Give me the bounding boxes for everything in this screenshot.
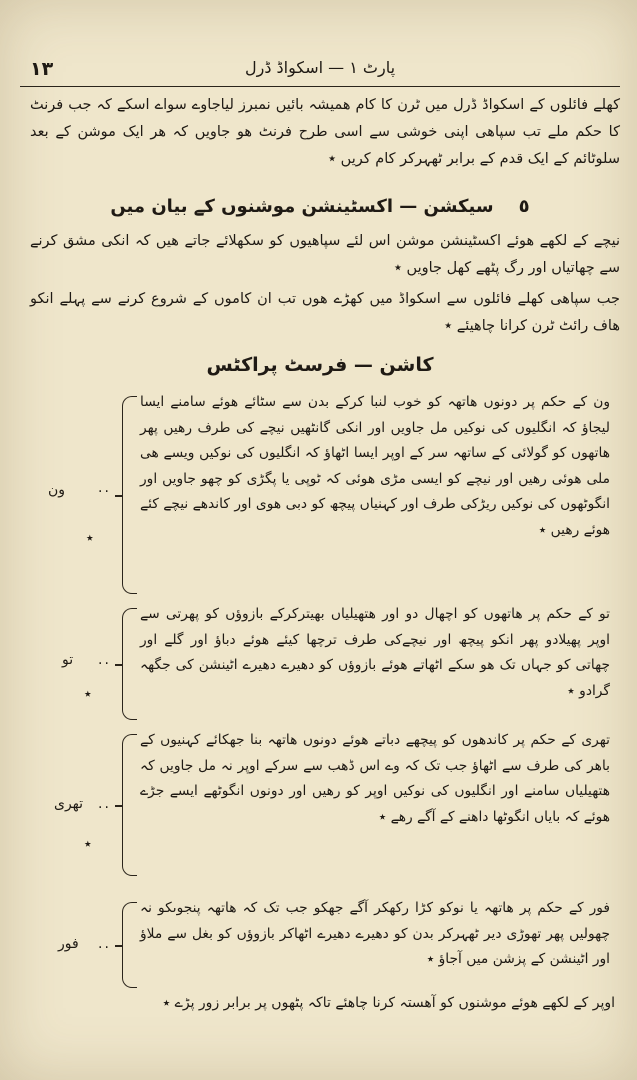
block-one-dots: .. [98, 480, 111, 496]
block-one-brace [122, 396, 137, 594]
block-one-text: ون کے حکم پر دونوں ھاتھہ کو خوب لنبا کرکے بدن سے سٹائے ھوئے سامنے ایسا لیجاؤ کہ انگلیوں کی نوکیں مل جاویں اور انکی گانٹھیں نیچے کی طرف رھیں پھر ھاتھوں کو گولائی کے ساتھہ سر کے اوپر ایسا اٹھاؤ کہ انگلیوں کی نوکیں ویسے ھی ملی ھوئی رھیں اور نیچے کو ایسی مڑی ھوئی کہ ٹوپی یا پگڑی کو چھو جاویں اور انگوٹھوں کی نوکیں ریڑکی طرف اور کہنیاں پیچھ کو دبی ھوی اور کاندھے نیچے کئے ھوئے رھیں ٭ [140, 394, 610, 538]
block-three-dots: .. [98, 796, 111, 812]
block-one-bullet: ٭ [86, 530, 94, 546]
section-heading [30, 196, 610, 217]
block-four-text: فور کے حکم پر ھاتھہ یا نوکو کڑا رکھکر آگے جھکو جب تک کہ ھاتھہ پنجوںکو نہ چھولیں پھر تھوڑی دیر ٹھہرکر بدن کو دھیرے دھیرے اٹھاکر بازوؤں کو بغل سے ملاؤ اور اٹینشن کے پزشن میں آجاؤ ٭ [140, 900, 610, 968]
block-two-text: تو کے حکم پر ھاتھوں کو اچھال دو اور ھتھیلیاں بھیترکرکے بازوؤں کو پھرتی سے اوپر پھیلادو پھر انکو پیچھ اور نیچےکی طرف ترچھا کیئے ھوئے دباؤ اور گلے اور چھاتی کو جہاں تک ھو سکے اٹھاتے ھوئے بازوؤں کو دھیرے دھیرے اٹینشن کی جگھہ گرادو ٭ [140, 606, 610, 699]
block-two-label: تو [62, 652, 74, 668]
block-two-bullet: ٭ [84, 686, 92, 702]
intro-paragraph: کھلے فائلوں کے اسکواڈ ڈرل میں ٹرن کا کام ھمیشہ بائیں نمبرز لیاجاوے سواے اسکے کہ جب فرنٹ کا حکم ملے تب سپاھی اپنی خوشی سے اسی طرح فرنٹ ھو جاویں کہ ھر ایک موشن کے بعد سلوٹائم کے ایک قدم کے برابر ٹھہرکر کام کریں ٭ [30, 97, 620, 167]
block-one-label: ون [48, 482, 66, 498]
section-paragraph-1: نیچے کے لکھے ھوئے اکسٹینشن موشن اس لئے سپاھیوں کو سکھلائے جاتے ھیں کہ انکی مشق کرنے سے چھاتیاں اور رگ پٹھے کھل جاویں ٭ [30, 233, 620, 276]
subheading: کاشن — فرسٹ پراکٹس [206, 354, 434, 376]
block-four-brace [122, 902, 137, 988]
section-title: سیکشن — اکسٹینشن موشنوں کے بیان میں [110, 196, 494, 217]
block-three-text: تھری کے حکم پر کاندھوں کو پیچھے دباتے ھوئے دونوں ھاتھہ بنا جھکائے کہنیوں کے باھر کی طرف سے اٹھاؤ جب تک کہ وے اس ڈھب سے سرکے اوپر نہ مل جاویں کہ ھتھیلیاں سامنے اور انگلیوں کی نوکیں اوپر کو رھیں اور دونوں انگوٹھے ایسے جڑے ھوئے کہ بایاں انگوٹھا داھنے کے آگے رھے ٭ [140, 732, 610, 825]
section-paragraph-2: جب سپاھی کھلے فائلوں سے اسکواڈ میں کھڑے ھوں تب ان کاموں کے شروع کرنے سے پہلے انکو ھاف رائٹ ٹرن کرانا چاھیئے ٭ [30, 291, 620, 334]
running-title: پارٹ ١ — اسکواڈ ڈرل [244, 58, 396, 77]
page-header [20, 56, 620, 87]
page-number: ١٣ [30, 58, 54, 80]
block-three-bullet: ٭ [84, 836, 92, 852]
block-four-dots: .. [98, 936, 111, 952]
block-three-label: تھری [54, 796, 84, 812]
block-four-label: فور [58, 936, 79, 952]
section-number: ٥ [518, 196, 530, 217]
closing-paragraph: اوپر کے لکھے ھوئے موشنوں کو آھستہ کرنا چاھئے تاکہ پٹھوں پر برابر زور پڑے ٭ [162, 995, 615, 1011]
block-three-brace [122, 734, 137, 876]
block-two-brace [122, 608, 137, 720]
block-two-dots: .. [98, 652, 111, 668]
